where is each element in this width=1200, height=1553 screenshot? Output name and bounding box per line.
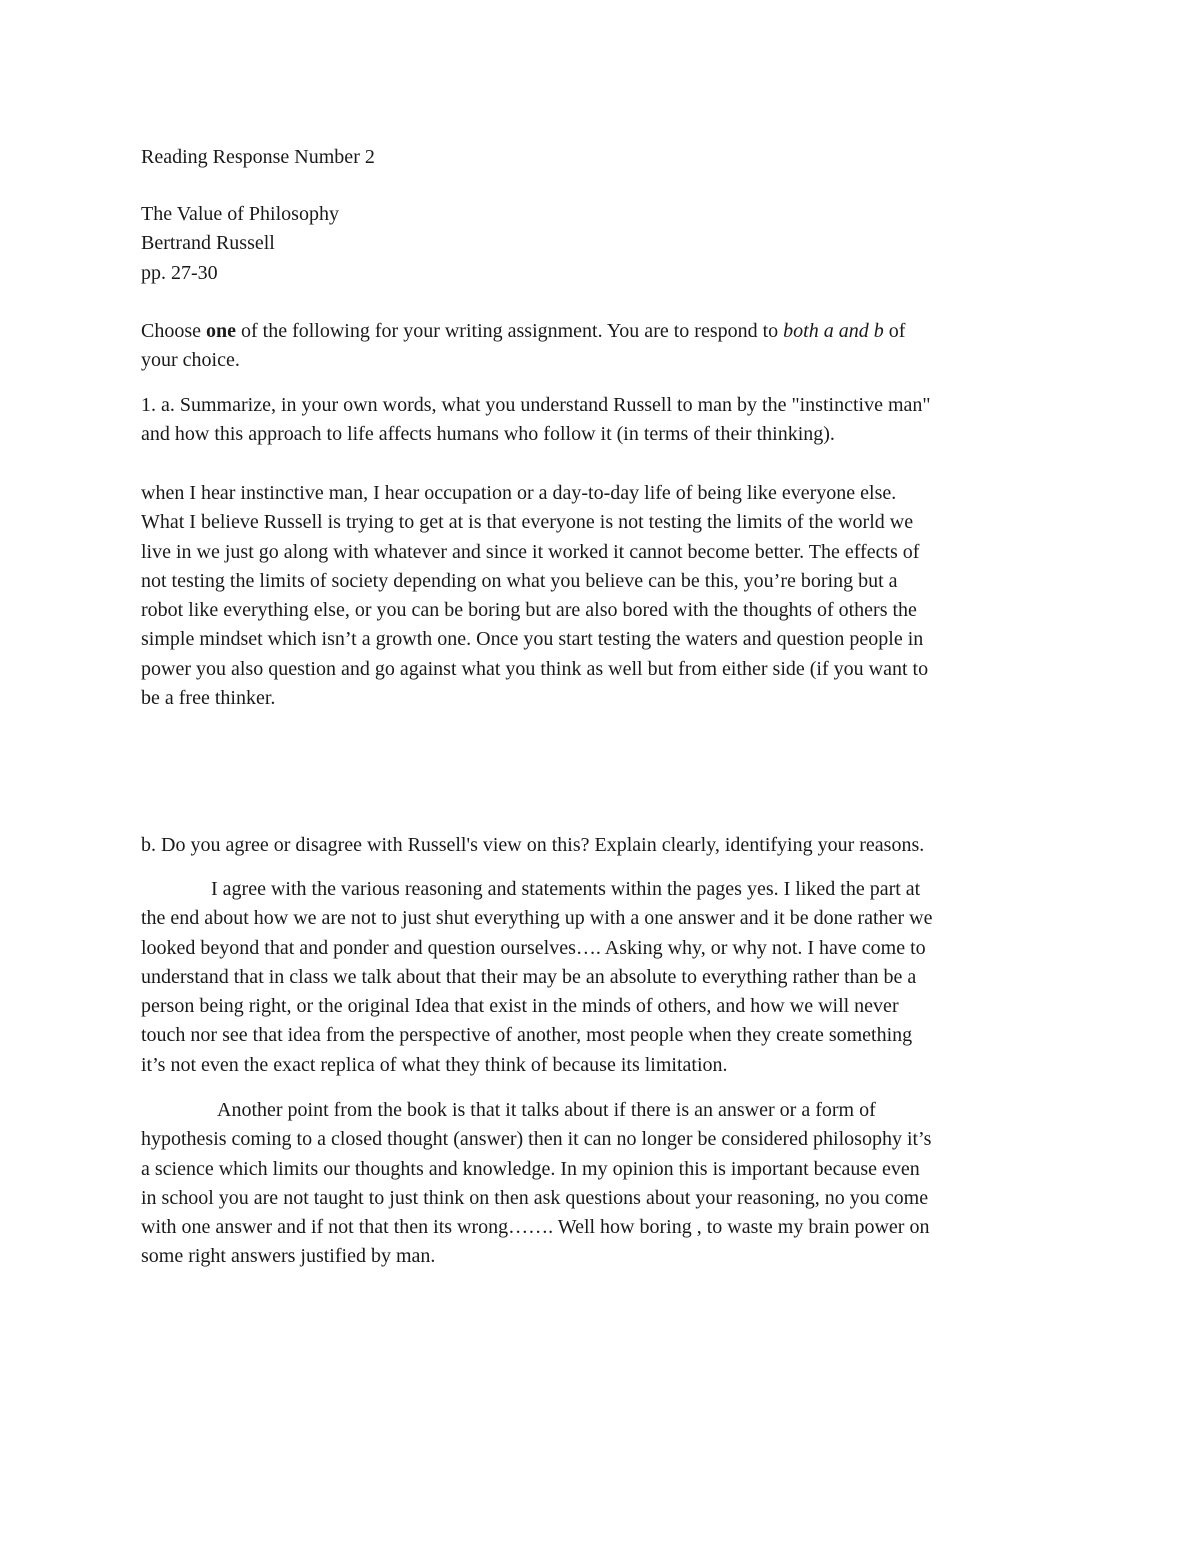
instructions-emphasis-one: one	[206, 320, 236, 342]
instructions	[141, 317, 1066, 376]
instructions-text-3: of	[883, 320, 906, 342]
answer-b2-line: a science which limits our thoughts and knowledge. In my opinion this is important because even	[141, 1157, 920, 1180]
question-a-line-1: 1. a. Summarize, in your own words, what you understand Russell to man by the "instinctive man"	[141, 394, 931, 416]
answer-b2-line: with one answer and if not that then its wrong……. Well how boring , to waste my brain power on	[141, 1216, 930, 1239]
title-text: Reading Response Number 2	[141, 146, 375, 168]
answer-b1-line: I agree with the various reasoning and statements within the pages yes. I liked the part at	[211, 878, 921, 900]
answer-b-paragraph-2	[141, 1096, 1066, 1272]
instructions-line-2: your choice.	[141, 349, 240, 372]
answer-b1-line: the end about how we are not to just shut everything up with a one answer and it be done rather we	[141, 907, 933, 930]
answer-a-line: simple mindset which isn’t a growth one. Once you start testing the waters and question people in	[141, 628, 924, 651]
answer-b-paragraph-1	[141, 875, 1066, 1080]
answer-b1-line: understand that in class we talk about that their may be an absolute to everything rather than be a	[141, 965, 917, 988]
answer-a-line: be a free thinker.	[141, 687, 276, 710]
answer-b1-line: person being right, or the original Idea that exist in the minds of others, and how we will never	[141, 995, 899, 1018]
instructions-line-1	[141, 317, 1066, 346]
question-a	[141, 391, 1066, 450]
question-b	[141, 831, 1066, 860]
answer-a-line: live in we just go along with whatever and since it worked it cannot become better. The effects of	[141, 540, 920, 563]
answer-b2-line: in school you are not taught to just think on then ask questions about your reasoning, no you come	[141, 1186, 929, 1209]
instructions-text-2: of the following for your writing assignment. You are to respond to	[236, 320, 784, 342]
instructions-emphasis-both: both a and b	[783, 320, 884, 342]
question-b-text: b. Do you agree or disagree with Russell's view on this? Explain clearly, identifying your reasons.	[141, 834, 925, 856]
answer-a-line: What I believe Russell is trying to get at is that everyone is not testing the limits of the world we	[141, 511, 914, 534]
question-a-line-2: and how this approach to life affects humans who follow it (in terms of their thinking).	[141, 423, 835, 446]
answer-b1-line: touch nor see that idea from the perspective of another, most people when they create something	[141, 1024, 913, 1047]
document-title	[141, 143, 1066, 172]
instructions-text-1: Choose	[141, 320, 206, 342]
answer-a-line: robot like everything else, or you can be boring but are also bored with the thoughts of others the	[141, 599, 917, 622]
answer-a	[141, 479, 1066, 713]
answer-b2-line: Another point from the book is that it talks about if there is an answer or a form of	[217, 1099, 876, 1121]
answer-a-line: when I hear instinctive man, I hear occupation or a day-to-day life of being like everyone else.	[141, 482, 897, 504]
reading-author: Bertrand Russell	[141, 232, 275, 255]
answer-b2-line: some right answers justified by man.	[141, 1245, 436, 1268]
reading-info	[141, 200, 1066, 288]
answer-b1-line: it’s not even the exact replica of what they think of because its limitation.	[141, 1053, 728, 1076]
answer-b2-line: hypothesis coming to a closed thought (answer) then it can no longer be considered philosophy it’s	[141, 1128, 932, 1151]
answer-a-line: not testing the limits of society depending on what you believe can be this, you’re boring but a	[141, 569, 898, 592]
answer-a-line: power you also question and go against what you think as well but from either side (if you want to	[141, 657, 929, 680]
reading-title: The Value of Philosophy	[141, 203, 339, 225]
answer-b1-line: looked beyond that and ponder and question ourselves…. Asking why, or why not. I have come to	[141, 936, 926, 959]
reading-pages: pp. 27-30	[141, 261, 218, 284]
